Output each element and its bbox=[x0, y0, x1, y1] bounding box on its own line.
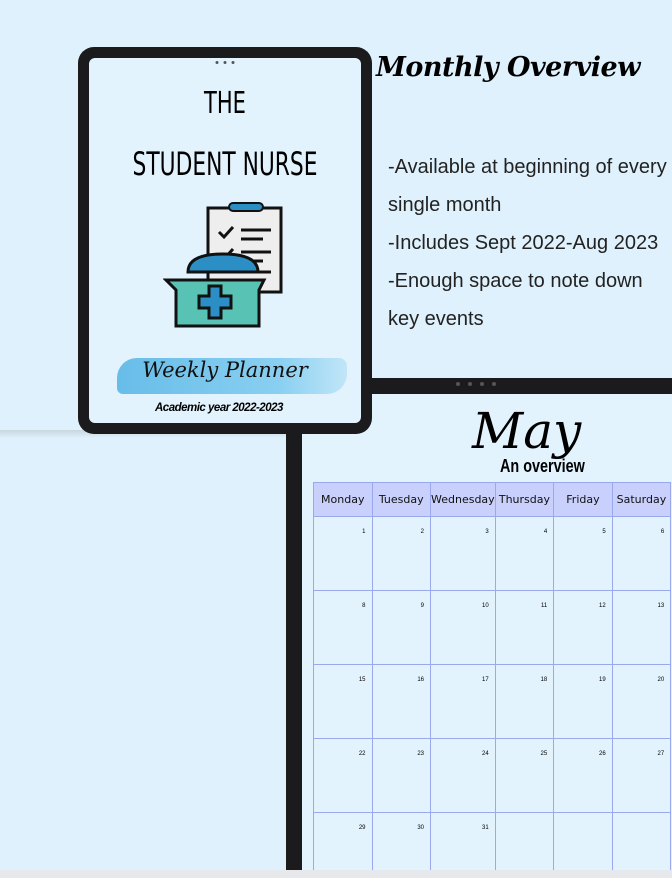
day-cell[interactable]: 22 bbox=[314, 739, 373, 813]
day-cell[interactable]: 29 bbox=[314, 813, 373, 878]
month-subtitle: An overview bbox=[500, 456, 585, 476]
feature-item: -Includes Sept 2022-Aug 2023 bbox=[388, 232, 659, 254]
day-cell[interactable]: 20 bbox=[612, 665, 671, 739]
day-cell[interactable]: 15 bbox=[314, 665, 373, 739]
day-cell[interactable]: 17 bbox=[431, 665, 496, 739]
day-cell[interactable]: 24 bbox=[431, 739, 496, 813]
day-cell[interactable]: 4 bbox=[495, 517, 554, 591]
day-cell[interactable]: 5 bbox=[554, 517, 613, 591]
day-cell[interactable]: 10 bbox=[431, 591, 496, 665]
week-row bbox=[314, 591, 671, 665]
bottom-strip bbox=[0, 870, 672, 878]
day-header: Tuesday bbox=[372, 483, 431, 517]
day-cell[interactable]: 23 bbox=[372, 739, 431, 813]
feature-item: -Available at beginning of every single month bbox=[388, 156, 667, 216]
day-cell[interactable] bbox=[495, 813, 554, 878]
week-row bbox=[314, 517, 671, 591]
cover-title-line1: THE bbox=[204, 86, 246, 121]
day-cell[interactable]: 12 bbox=[554, 591, 613, 665]
cover-subtitle: Weekly Planner bbox=[142, 358, 308, 382]
calendar-screen bbox=[302, 394, 672, 878]
page-title: Monthly Overview bbox=[376, 52, 640, 83]
tablet-calendar bbox=[286, 378, 672, 878]
day-header: Thursday bbox=[495, 483, 554, 517]
day-cell[interactable]: 9 bbox=[372, 591, 431, 665]
week-row bbox=[314, 739, 671, 813]
day-cell[interactable]: 13 bbox=[612, 591, 671, 665]
day-cell[interactable]: 25 bbox=[495, 739, 554, 813]
day-cell[interactable]: 31 bbox=[431, 813, 496, 878]
cover-title-line2: STUDENT NURSE bbox=[132, 145, 318, 183]
day-cell[interactable]: 6 bbox=[612, 517, 671, 591]
tablet-cover bbox=[78, 47, 372, 434]
day-cell[interactable]: 19 bbox=[554, 665, 613, 739]
day-header: Wednesday bbox=[431, 483, 496, 517]
month-calendar bbox=[313, 482, 671, 878]
nurse-cap-clipboard-icon bbox=[163, 202, 293, 328]
day-cell[interactable]: 1 bbox=[314, 517, 373, 591]
day-cell[interactable]: 26 bbox=[554, 739, 613, 813]
day-cell[interactable]: 11 bbox=[495, 591, 554, 665]
day-cell[interactable]: 2 bbox=[372, 517, 431, 591]
camera-dots bbox=[216, 61, 235, 64]
day-cell[interactable]: 3 bbox=[431, 517, 496, 591]
feature-list bbox=[388, 148, 670, 338]
week-row bbox=[314, 813, 671, 878]
week-row bbox=[314, 665, 671, 739]
day-cell[interactable] bbox=[554, 813, 613, 878]
day-cell[interactable] bbox=[612, 813, 671, 878]
day-cell[interactable]: 8 bbox=[314, 591, 373, 665]
day-header: Monday bbox=[314, 483, 373, 517]
cover-screen bbox=[89, 58, 361, 423]
month-title: May bbox=[472, 402, 582, 460]
day-cell[interactable]: 16 bbox=[372, 665, 431, 739]
day-cell[interactable]: 18 bbox=[495, 665, 554, 739]
day-cell[interactable]: 30 bbox=[372, 813, 431, 878]
day-cell[interactable]: 27 bbox=[612, 739, 671, 813]
camera-dots bbox=[456, 382, 496, 386]
day-header: Saturday bbox=[612, 483, 671, 517]
cover-year: Academic year 2022-2023 bbox=[155, 402, 283, 414]
day-header: Friday bbox=[554, 483, 613, 517]
feature-item: -Enough space to note down key events bbox=[388, 270, 643, 330]
